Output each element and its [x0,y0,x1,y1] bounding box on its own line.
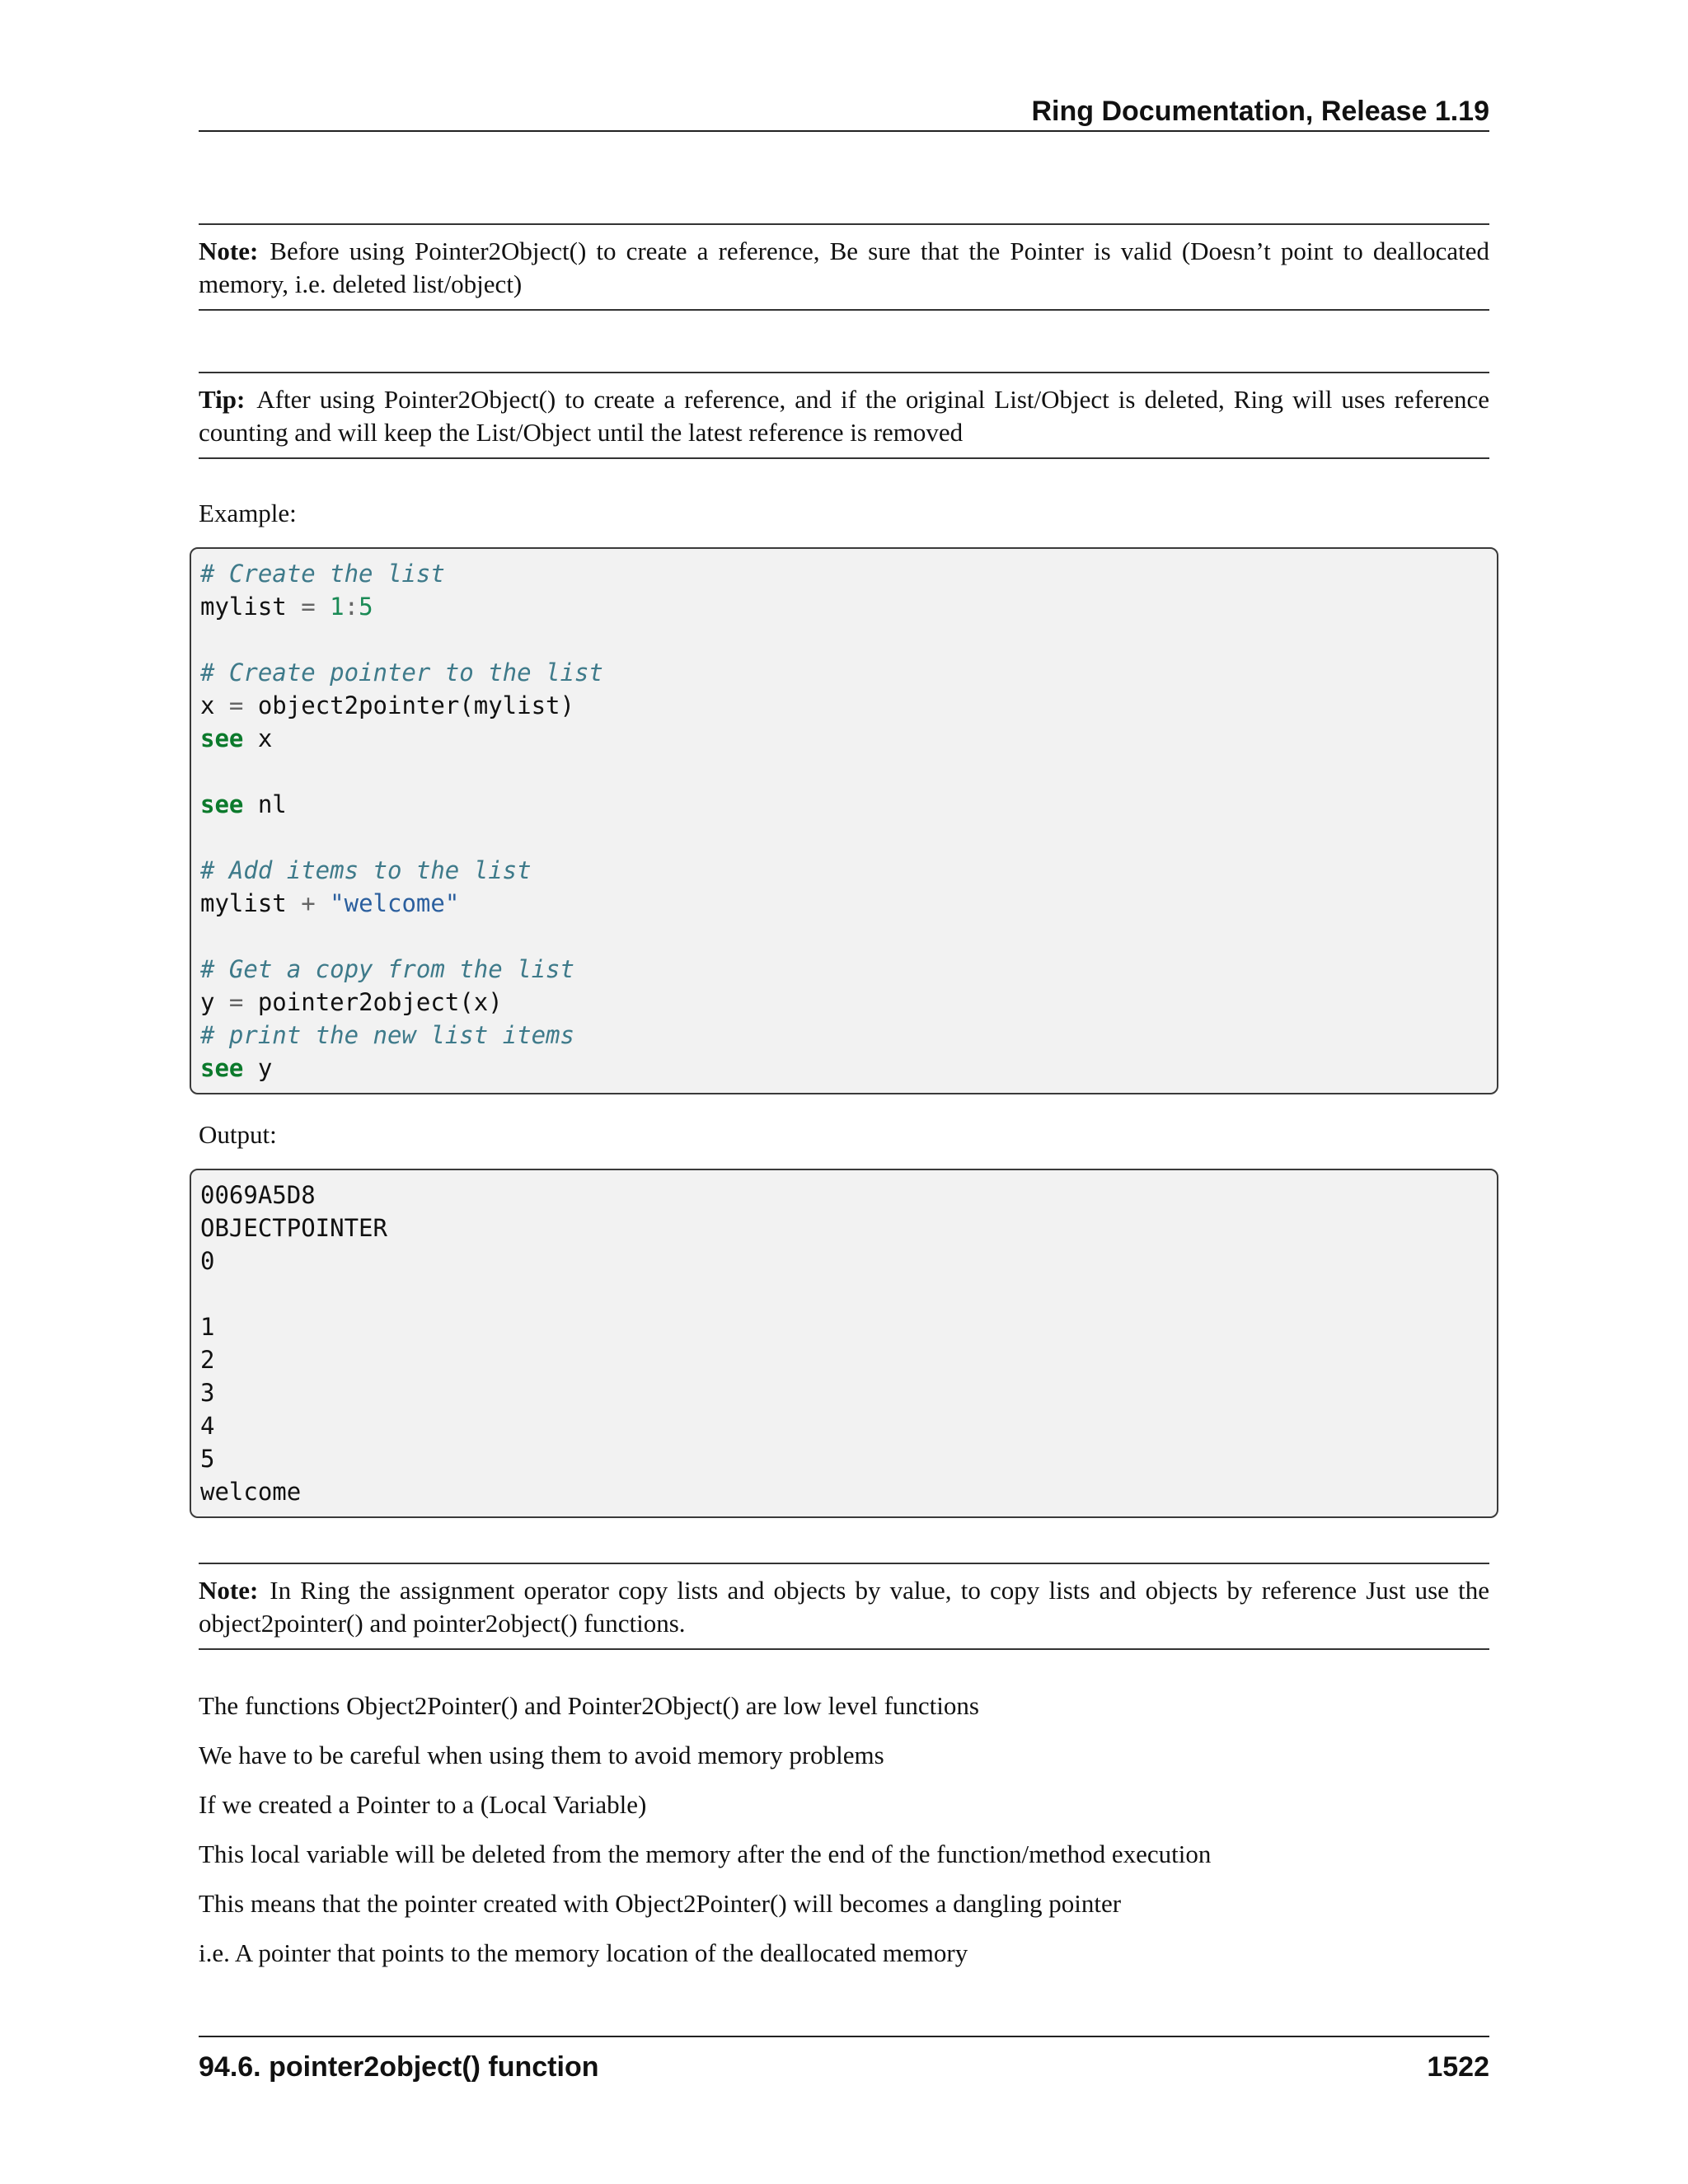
code-text: y [243,1054,273,1082]
code-line [200,788,1489,821]
note-admonition [199,223,1489,311]
output-line: 0069A5D8 [200,1181,316,1209]
code-text: mylist [200,889,302,917]
code-line [200,689,1489,722]
code-line [200,1052,1489,1085]
example-code-block [190,547,1498,1094]
code-line [200,887,1489,920]
code-keyword: see [200,790,244,818]
code-string: "welcome" [330,889,460,917]
output-line: 1 [200,1313,215,1341]
code-text: y [200,988,229,1016]
code-text: pointer2object(x) [243,988,503,1016]
code-line [200,1019,1489,1052]
output-line: welcome [200,1478,302,1506]
code-keyword: see [200,1054,244,1082]
code-operator: = [228,691,244,719]
body-paragraph: If we created a Pointer to a (Local Variable) [199,1790,647,1819]
note-text: In Ring the assignment operator copy lists and objects by value, to copy lists and objects by reference Just use the object2pointer() and pointer2object() functions. [199,1576,1489,1638]
page-number: 1522 [1427,2051,1489,2083]
code-text: object2pointer(mylist) [243,691,574,719]
code-text: x [200,691,229,719]
body-paragraph: i.e. A pointer that points to the memory location of the deallocated memory [199,1938,968,1967]
output-label: Output: [199,1120,277,1149]
header-title: Ring Documentation, Release 1.19 [1031,96,1489,127]
code-line [200,722,1489,755]
code-line [200,953,1489,986]
code-comment: # Add items to the list [200,856,532,884]
code-line-blank [200,623,1489,656]
example-label: Example: [199,499,297,527]
tip-admonition [199,372,1489,459]
body-paragraph: The functions Object2Pointer() and Pointer2Object() are low level functions [199,1691,979,1720]
code-number: 5 [359,593,373,621]
code-comment: # Get a copy from the list [200,955,574,983]
code-line [200,986,1489,1019]
code-operator: + [301,889,316,917]
code-operator: : [344,593,359,621]
code-line [200,590,1489,623]
code-text: mylist [200,593,302,621]
code-line-blank [200,821,1489,854]
note-admonition [199,1563,1489,1650]
note-label: Note: [199,237,259,265]
code-comment: # Create the list [200,560,445,588]
note-text: Before using Pointer2Object() to create a reference, Be sure that the Pointer is valid (Doesn’t point to deallocated memory, i.e. deleted list/object) [199,237,1489,298]
output-line [200,1277,1489,1310]
output-line: OBJECTPOINTER [200,1214,387,1242]
code-number: 1 [330,593,345,621]
output-line: 0 [200,1247,215,1275]
code-comment: # Create pointer to the list [200,658,603,687]
body-paragraph: This local variable will be deleted from the memory after the end of the function/method execution [199,1840,1212,1868]
code-line [200,854,1489,887]
code-line [200,557,1489,590]
code-comment: # print the new list items [200,1021,574,1049]
code-line-blank [200,920,1489,953]
running-header [199,92,1489,132]
code-text: nl [243,790,287,818]
code-line-blank [200,755,1489,788]
page-footer [199,2036,1489,2083]
output-line: 5 [200,1445,215,1473]
code-keyword: see [200,724,244,752]
output-line: 4 [200,1412,215,1440]
output-line: 3 [200,1379,215,1407]
output-code-block [190,1169,1498,1518]
code-line [200,656,1489,689]
code-text: x [243,724,273,752]
footer-section-title: 94.6. pointer2object() function [199,2051,599,2083]
body-paragraph: This means that the pointer created with Object2Pointer() will becomes a dangling pointer [199,1889,1122,1918]
note-label: Note: [199,1576,259,1605]
code-operator: = [228,988,244,1016]
body-paragraph: We have to be careful when using them to avoid memory problems [199,1741,884,1769]
tip-label: Tip: [199,385,246,414]
code-operator: = [301,593,316,621]
tip-text: After using Pointer2Object() to create a reference, and if the original List/Object is deleted, Ring will uses reference counting and will keep the List/Object until the latest reference is removed [199,385,1489,447]
output-line: 2 [200,1346,215,1374]
